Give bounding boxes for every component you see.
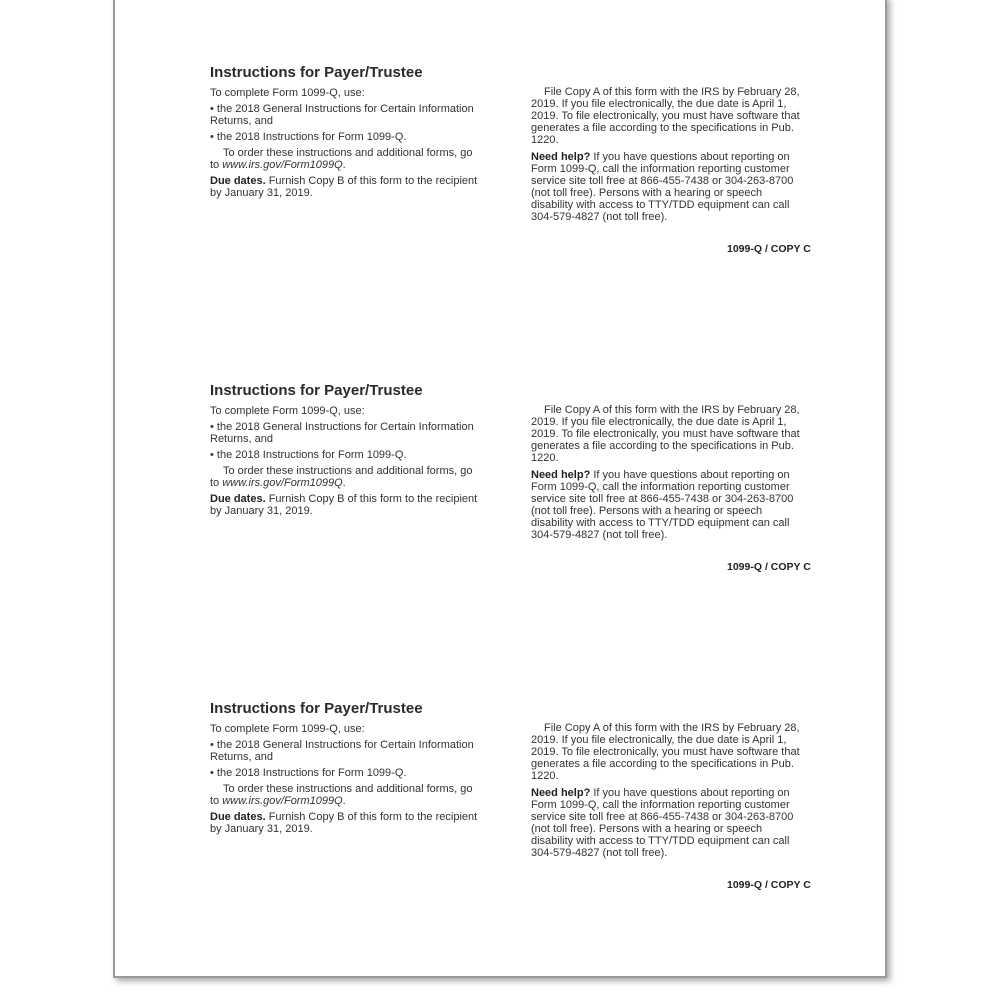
help-line: disability with access to TTY/TDD equipment can call — [531, 199, 790, 211]
irs-link[interactable]: www.irs.gov/Form1099Q — [222, 477, 343, 489]
need-help-heading: Need help? — [531, 469, 591, 481]
section-title: Instructions for Payer/Trustee — [210, 382, 423, 399]
irs-link[interactable]: www.irs.gov/Form1099Q — [222, 159, 343, 171]
due-dates-heading: Due dates. — [210, 493, 266, 505]
filecopy-line: generates a file according to the specifications in Pub. — [531, 122, 794, 134]
bullet-general-line2: Returns, and — [210, 751, 273, 763]
help-line: Form 1099-Q, call the information reporting customer — [531, 163, 790, 175]
filecopy-line: 2019. If you file electronically, the due date is April 1, — [531, 416, 787, 428]
order-line1: To order these instructions and additional forms, go — [223, 147, 473, 159]
filecopy-line: 2019. To file electronically, you must have software that — [531, 110, 800, 122]
order-period: . — [342, 795, 346, 807]
help-line: service site toll free at 866-455-7438 or 304-263-8700 — [531, 493, 794, 505]
filecopy-line: File Copy A of this form with the IRS by February 28, — [544, 722, 800, 734]
help-line: 304-579-4827 (not toll free). — [531, 847, 668, 859]
due-dates-heading: Due dates. — [210, 175, 266, 187]
help-line: If you have questions about reporting on — [590, 787, 790, 799]
filecopy-line: 1220. — [531, 134, 559, 146]
need-help-heading: Need help? — [531, 787, 591, 799]
filecopy-line: 2019. If you file electronically, the due date is April 1, — [531, 734, 787, 746]
help-line: If you have questions about reporting on — [590, 469, 790, 481]
instruction-section — [0, 636, 1000, 954]
help-line: (not toll free). Persons with a hearing or speech — [531, 505, 763, 517]
help-line: service site toll free at 866-455-7438 or 304-263-8700 — [531, 811, 794, 823]
instruction-section — [0, 0, 1000, 318]
filecopy-line: 2019. To file electronically, you must have software that — [531, 428, 800, 440]
due-line1: Furnish Copy B of this form to the recipient — [265, 175, 478, 187]
bullet-general-line1: • the 2018 General Instructions for Certain Information — [210, 739, 474, 751]
help-line: disability with access to TTY/TDD equipment can call — [531, 517, 790, 529]
help-line: Form 1099-Q, call the information reporting customer — [531, 799, 790, 811]
help-line: (not toll free). Persons with a hearing or speech — [531, 187, 763, 199]
instruction-section — [0, 318, 1000, 636]
bullet-general-line1: • the 2018 General Instructions for Certain Information — [210, 421, 474, 433]
section-title: Instructions for Payer/Trustee — [210, 700, 423, 717]
help-line: Form 1099-Q, call the information reporting customer — [531, 481, 790, 493]
order-line1: To order these instructions and additional forms, go — [223, 465, 473, 477]
bullet-form-instructions: • the 2018 Instructions for Form 1099-Q. — [210, 131, 407, 143]
right-column — [531, 722, 800, 863]
filecopy-line: generates a file according to the specifications in Pub. — [531, 758, 794, 770]
filecopy-line: generates a file according to the specifications in Pub. — [531, 440, 794, 452]
help-line: disability with access to TTY/TDD equipment can call — [531, 835, 790, 847]
filecopy-line: 2019. To file electronically, you must have software that — [531, 746, 800, 758]
due-line1: Furnish Copy B of this form to the recipient — [265, 493, 478, 505]
left-column — [210, 87, 477, 203]
right-column — [531, 86, 800, 227]
due-line2: by January 31, 2019. — [210, 505, 313, 517]
help-line: If you have questions about reporting on — [590, 151, 790, 163]
due-dates-heading: Due dates. — [210, 811, 266, 823]
filecopy-line: 1220. — [531, 452, 559, 464]
intro-text: To complete Form 1099-Q, use: — [210, 87, 365, 99]
left-column — [210, 723, 477, 839]
copy-label: 1099-Q / COPY C — [727, 243, 811, 255]
help-line: service site toll free at 866-455-7438 or 304-263-8700 — [531, 175, 794, 187]
due-line2: by January 31, 2019. — [210, 823, 313, 835]
filecopy-line: File Copy A of this form with the IRS by February 28, — [544, 86, 800, 98]
filecopy-line: 2019. If you file electronically, the due date is April 1, — [531, 98, 787, 110]
irs-link[interactable]: www.irs.gov/Form1099Q — [222, 795, 343, 807]
need-help-heading: Need help? — [531, 151, 591, 163]
filecopy-line: 1220. — [531, 770, 559, 782]
bullet-general-line2: Returns, and — [210, 433, 273, 445]
order-line1: To order these instructions and additional forms, go — [223, 783, 473, 795]
bullet-form-instructions: • the 2018 Instructions for Form 1099-Q. — [210, 449, 407, 461]
due-line2: by January 31, 2019. — [210, 187, 313, 199]
help-line: (not toll free). Persons with a hearing or speech — [531, 823, 763, 835]
help-line: 304-579-4827 (not toll free). — [531, 211, 668, 223]
copy-label: 1099-Q / COPY C — [727, 561, 811, 573]
order-line2: to — [210, 795, 223, 807]
order-line2: to — [210, 159, 223, 171]
left-column — [210, 405, 477, 521]
order-line2: to — [210, 477, 223, 489]
section-title: Instructions for Payer/Trustee — [210, 64, 423, 81]
right-column — [531, 404, 800, 545]
bullet-form-instructions: • the 2018 Instructions for Form 1099-Q. — [210, 767, 407, 779]
intro-text: To complete Form 1099-Q, use: — [210, 723, 365, 735]
order-period: . — [342, 477, 346, 489]
bullet-general-line1: • the 2018 General Instructions for Certain Information — [210, 103, 474, 115]
help-line: 304-579-4827 (not toll free). — [531, 529, 668, 541]
due-line1: Furnish Copy B of this form to the recipient — [265, 811, 478, 823]
intro-text: To complete Form 1099-Q, use: — [210, 405, 365, 417]
filecopy-line: File Copy A of this form with the IRS by February 28, — [544, 404, 800, 416]
bullet-general-line2: Returns, and — [210, 115, 273, 127]
copy-label: 1099-Q / COPY C — [727, 879, 811, 891]
order-period: . — [342, 159, 346, 171]
